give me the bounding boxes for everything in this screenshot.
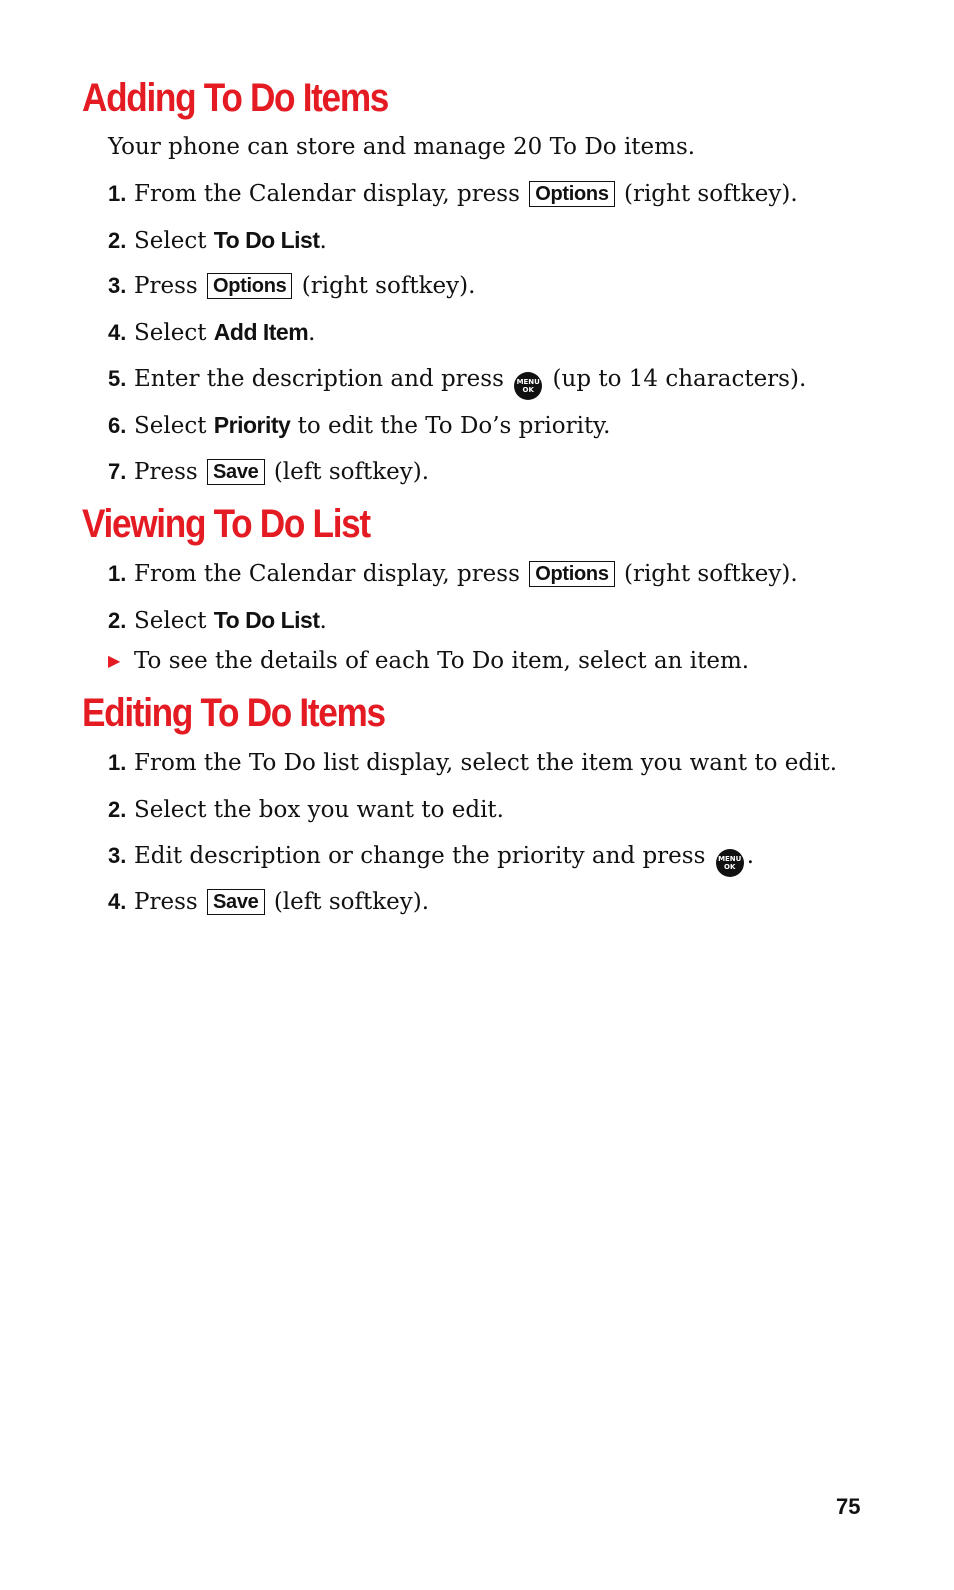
section-intro: Your phone can store and manage 20 To Do items.: [108, 134, 696, 160]
step-number: 4.: [108, 889, 127, 914]
step-item: [108, 317, 315, 348]
step-number: 1.: [108, 750, 127, 775]
step-text: Select: [134, 228, 214, 254]
step-text: Select: [134, 413, 214, 439]
step-text: .: [746, 843, 755, 869]
step-text: Enter the description and press: [134, 366, 512, 392]
step-text: Select the box you want to edit.: [134, 797, 504, 823]
step-item: [108, 271, 475, 301]
step-text: Select: [134, 608, 214, 634]
step-item: [108, 225, 327, 256]
softkey-options-label: Options: [529, 181, 614, 207]
step-item: [108, 748, 837, 778]
step-text: Edit description or change the priority and press: [134, 843, 713, 869]
step-text: .: [319, 228, 327, 254]
step-item: [108, 364, 806, 400]
step-text: Press: [134, 889, 205, 915]
bullet-arrow-icon: ▶: [108, 651, 121, 670]
step-item: [108, 841, 754, 877]
step-number: 7.: [108, 459, 127, 484]
step-number: 6.: [108, 413, 127, 438]
section-title-adding: Adding To Do Items: [82, 76, 389, 120]
menu-icon-bottom-text: OK: [724, 863, 736, 871]
step-text: (right softkey).: [616, 561, 798, 587]
menu-term: To Do List: [213, 227, 320, 253]
page-number: 75: [836, 1494, 861, 1519]
step-text: (up to 14 characters).: [545, 366, 807, 392]
step-item: [108, 887, 429, 917]
menu-term: To Do List: [213, 607, 320, 633]
bullet-text: To see the details of each To Do item, select an item.: [134, 648, 750, 674]
menu-term: Add Item: [213, 319, 309, 345]
step-item: [108, 795, 504, 825]
menu-term: Priority: [213, 412, 291, 438]
step-text: Press: [134, 273, 205, 299]
step-text: From the Calendar display, press: [134, 181, 528, 207]
softkey-options-label: Options: [207, 273, 292, 299]
step-number: 5.: [108, 366, 127, 391]
step-number: 4.: [108, 320, 127, 345]
step-item: [108, 410, 610, 441]
step-item: [108, 559, 798, 589]
softkey-save-label: Save: [207, 889, 265, 915]
step-number: 2.: [108, 797, 127, 822]
menu-icon-top-text: MENU: [516, 378, 540, 386]
step-text: From the Calendar display, press: [134, 561, 528, 587]
step-text: From the To Do list display, select the item you want to edit.: [134, 750, 838, 776]
softkey-save-label: Save: [207, 459, 265, 485]
menu-ok-key-icon: [514, 372, 542, 400]
section-title-viewing: Viewing To Do List: [82, 502, 370, 546]
step-text: to edit the To Do’s priority.: [290, 413, 611, 439]
step-text: .: [319, 608, 327, 634]
step-item: [108, 179, 798, 209]
bullet-item: [108, 646, 749, 676]
menu-ok-key-icon: [716, 849, 744, 877]
step-item: [108, 457, 429, 487]
step-text: (left softkey).: [266, 889, 430, 915]
step-text: (right softkey).: [616, 181, 798, 207]
step-text: Select: [134, 320, 214, 346]
step-text: .: [308, 320, 316, 346]
section-title-editing: Editing To Do Items: [82, 691, 385, 735]
step-number: 3.: [108, 273, 127, 298]
step-text: Press: [134, 459, 205, 485]
step-number: 2.: [108, 608, 127, 633]
step-number: 1.: [108, 561, 127, 586]
step-item: [108, 605, 327, 636]
softkey-options-label: Options: [529, 561, 614, 587]
step-number: 2.: [108, 228, 127, 253]
step-number: 1.: [108, 181, 127, 206]
step-text: (right softkey).: [294, 273, 476, 299]
menu-icon-bottom-text: OK: [522, 386, 534, 394]
step-text: (left softkey).: [266, 459, 430, 485]
step-number: 3.: [108, 843, 127, 868]
menu-icon-top-text: MENU: [718, 855, 742, 863]
